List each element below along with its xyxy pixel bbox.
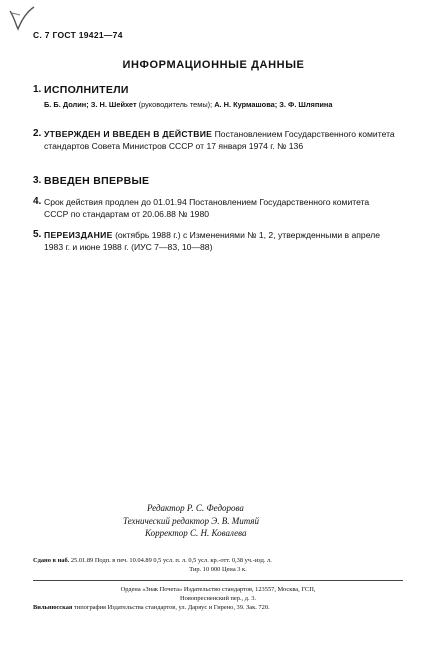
item-text: Срок действия продлен до 01.01.94 Постановлением Государственного комитета СССР по стандартам от 20.06.88 № 1980 [44,197,370,219]
item-heading: УТВЕРЖДЕН И ВВЕДЕН В ДЕЙСТВИЕ [44,129,213,139]
item-number: 5. [33,229,42,240]
page-reference: С. 7 ГОСТ 19421—74 [33,30,123,40]
item-text: Постановлением Государственного комитета стандартов Совета Министров СССР от 17 января 1974 г. № 136 [44,129,395,151]
printer-details: типография Издательства стандартов, ул. Даряус и Гирено, 39. Зак. 720. [72,604,270,611]
imprint-details: 25.01.89 Подп. в печ. 10.04.89 0,5 усл. п. л. 0,5 усл. кр.-отт. 0,38 уч.-изд. л. [69,557,272,564]
list-item [33,128,395,152]
corrector: Корректор С. Н. Ковалева [145,528,247,538]
imprint-circulation: Тир. 10 000 Цена 3 к. [189,566,247,573]
authors-list [44,99,395,110]
publisher-line: Ордена «Знак Почета» Издательство стандартов, 123557, Москва, ГСП, [120,586,316,593]
list-item [33,196,395,220]
item-number: 4. [33,196,42,207]
list-item [33,175,395,187]
printer-name: Вильнюсская [33,604,73,611]
imprint [33,556,403,574]
editor: Редактор Р. С. Федорова [147,503,244,513]
authors-role: (руководитель темы); [136,100,215,109]
list-item [33,84,395,110]
authors-names: Б. Б. Долин; З. Н. Шейхет [44,100,137,109]
page-title: ИНФОРМАЦИОННЫЕ ДАННЫЕ [122,59,305,71]
printing-house [33,585,403,612]
item-number: 3. [33,175,42,186]
item-number: 2. [33,128,42,139]
editorial-staff [0,502,427,540]
item-text: (октябрь 1988 г.) с Изменениями № 1, 2, утвержденными в апреле 1983 г. и июне 1988 г. (ИУС 7—83, 10—88) [44,230,381,252]
handwritten-mark [8,3,42,31]
item-heading: ИСПОЛНИТЕЛИ [44,84,129,96]
item-heading: ВВЕДЕН ВПЕРВЫЕ [44,175,150,187]
list-item [33,229,395,253]
divider [33,580,403,581]
publisher-address: Новопресненский пер., д. 3. [180,595,256,602]
imprint-label: Сдано в наб. [33,557,70,564]
technical-editor: Технический редактор Э. В. Митяй [123,515,259,526]
item-number: 1. [33,84,42,95]
authors-names-2: А. Н. Курмашова; З. Ф. Шляпина [214,100,333,109]
item-heading: ПЕРЕИЗДАНИЕ [44,230,113,240]
